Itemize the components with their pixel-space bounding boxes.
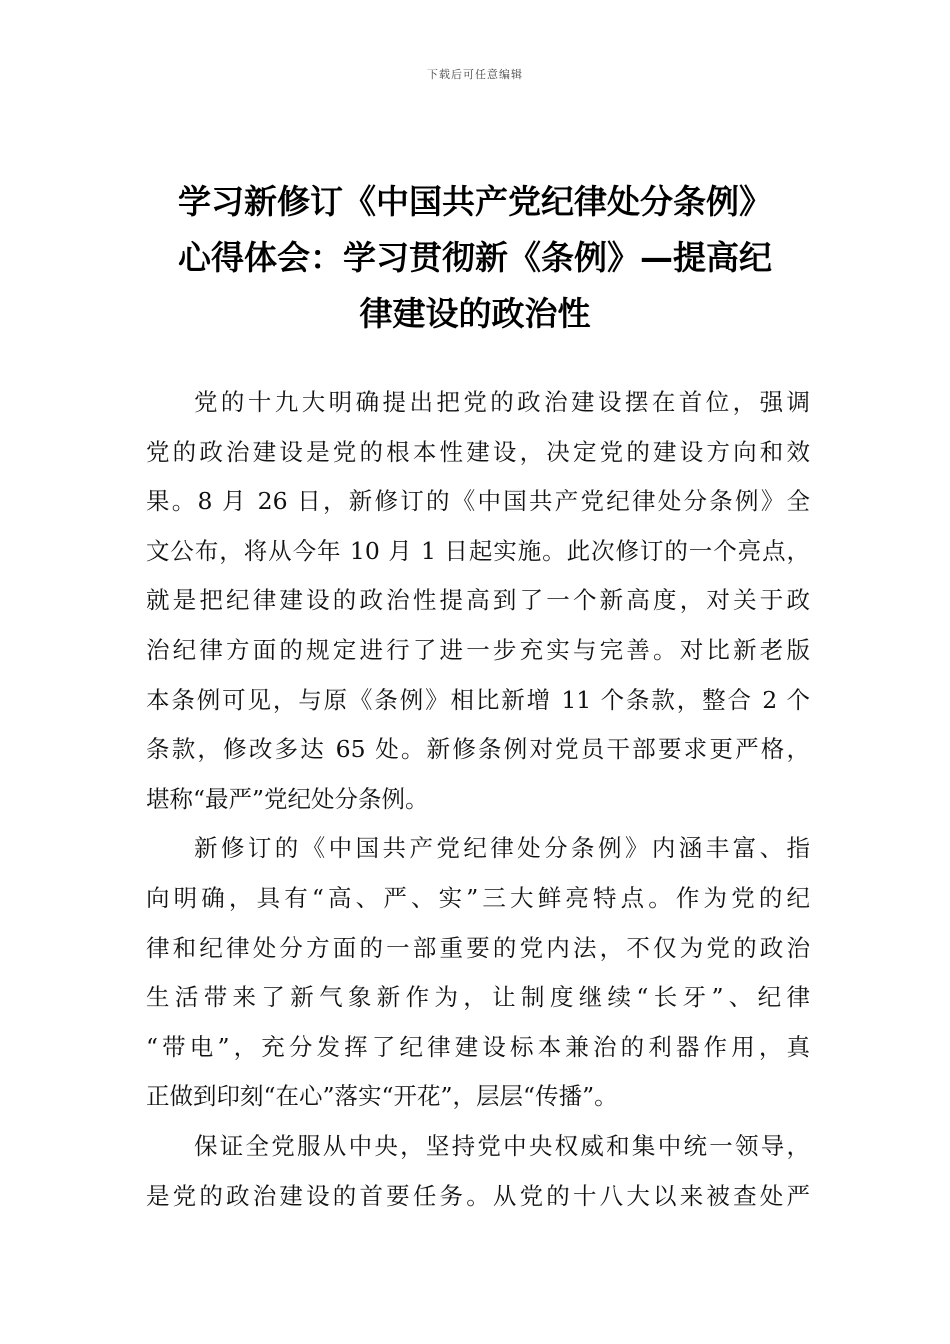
text-line: “带电”，充分发挥了纪律建设标本兼治的利器作用，真: [146, 1032, 810, 1061]
title-line: 学习新修订《中国共产党纪律处分条例》: [178, 182, 772, 221]
text-line: 本条例可见，与原《条例》相比新增 11 个条款，整合 2 个: [146, 685, 810, 714]
text-line: 保证全党服从中央，坚持党中央权威和集中统一领导，: [194, 1131, 810, 1160]
title-line: 律建设的政治性: [359, 294, 591, 333]
paragraph-3: [146, 1122, 810, 1221]
header-note: 下载后可任意编辑: [427, 68, 523, 81]
paragraph-2: [146, 824, 810, 1122]
text-line: 律和纪律处分方面的一部重要的党内法，不仅为党的政治: [146, 933, 810, 962]
title-line: 心得体会：学习贯彻新《条例》—提高纪: [178, 238, 772, 277]
text-line: 文公布，将从今年 10 月 1 日起实施。此次修订的一个亮点，: [146, 536, 810, 565]
text-line: 新修订的《中国共产党纪律处分条例》内涵丰富、指: [194, 834, 810, 863]
text-line: 党的十九大明确提出把党的政治建设摆在首位，强调: [194, 388, 810, 416]
document-body: [146, 378, 810, 1221]
text-line: 果。8 月 26 日，新修订的《中国共产党纪律处分条例》全: [146, 487, 810, 516]
text-line: 党的政治建设是党的根本性建设，决定党的建设方向和效: [146, 437, 810, 466]
document-title: [140, 174, 810, 342]
text-line: 向明确，具有“高、严、实”三大鲜亮特点。作为党的纪: [146, 883, 810, 912]
text-line: 堪称“最严”党纪处分条例。: [146, 784, 429, 813]
text-line: 就是把纪律建设的政治性提高到了一个新高度，对关于政: [146, 586, 810, 615]
text-line: 治纪律方面的规定进行了进一步充实与完善。对比新老版: [146, 635, 810, 664]
text-line: 生活带来了新气象新作为，让制度继续“长牙”、纪律: [146, 983, 810, 1012]
paragraph-1: [146, 378, 810, 824]
text-line: 是党的政治建设的首要任务。从党的十八大以来被查处严: [146, 1181, 810, 1210]
text-line: 条款，修改多达 65 处。新修条例对党员干部要求更严格，: [146, 735, 810, 764]
text-line: 正做到印刻“在心”落实“开花”，层层“传播”。: [146, 1082, 618, 1111]
